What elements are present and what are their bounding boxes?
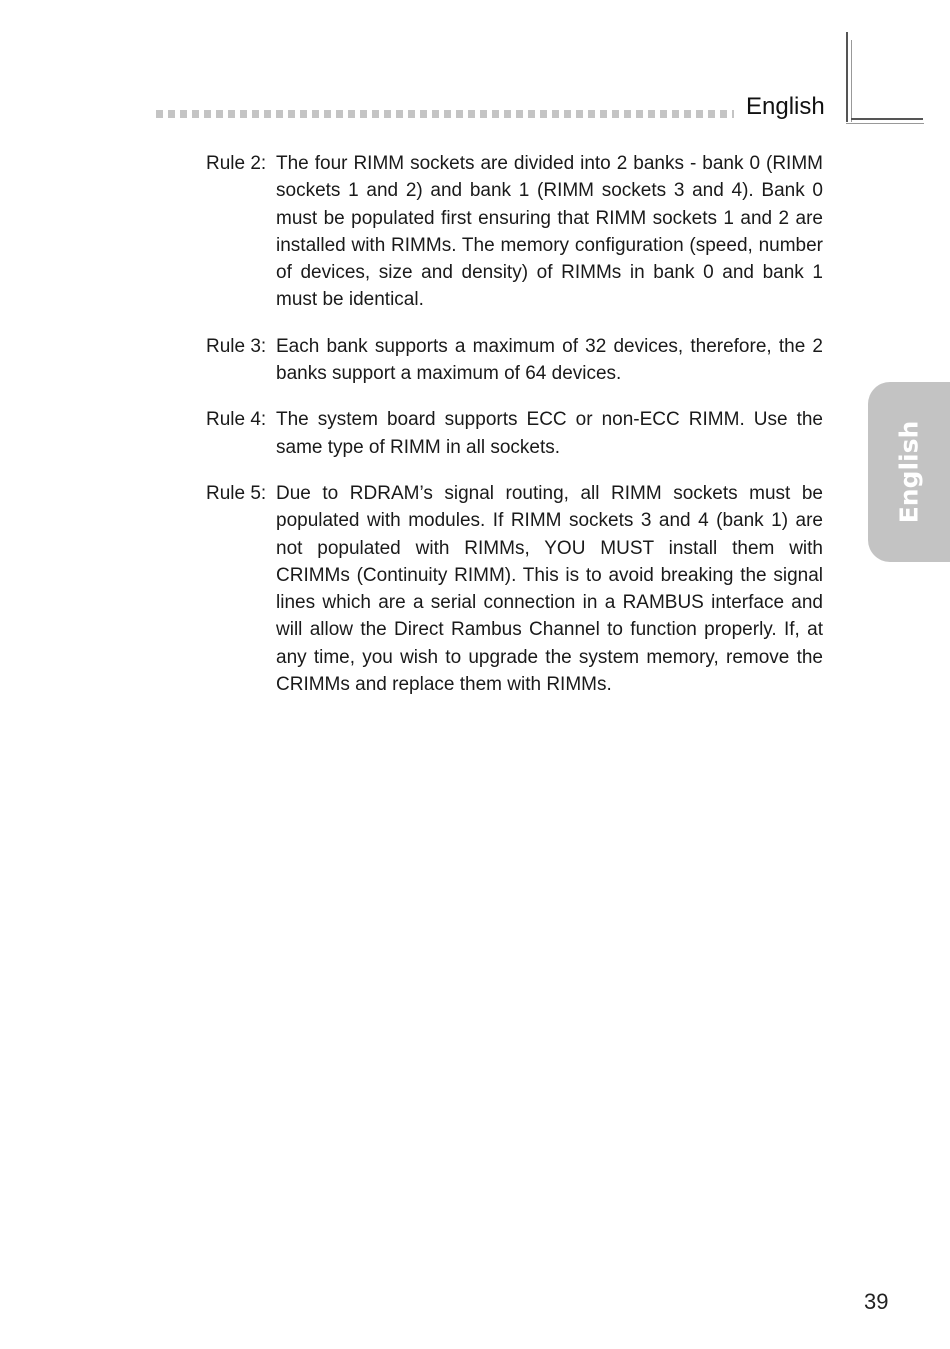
- rule-5: [206, 480, 823, 698]
- header-language-label: English: [746, 93, 825, 120]
- header-dotted-rule: [156, 110, 734, 118]
- rule-text: The system board supports ECC or non-ECC RIMM. Use the same type of RIMM in all sockets.: [276, 409, 823, 458]
- rule-2: [206, 150, 823, 314]
- rule-text: Due to RDRAM’s signal routing, all RIMM sockets must be populated with modules. If RIMM sockets 3 and 4 (bank 1) are not populated with RIMMs, YOU MUST install them with CRIMMs (Continuity RIMM). This is to avoid breaking the signal lines which are a serial connection in a RAMBUS interface and will allow the Direct Rambus Channel to function properly. If, at any time, you wish to upgrade the system memory, remove the CRIMMs and replace them with RIMMs.: [276, 482, 823, 696]
- rule-label: Rule 4:: [206, 409, 267, 431]
- page-number: 39: [864, 1289, 889, 1314]
- rule-text: The four RIMM sockets are divided into 2 banks - bank 0 (RIMM sockets 1 and 2) and bank 1 (RIMM sockets 3 and 4). Bank 0 must be populated first ensuring that RIMM sockets 1 and 2 are installed with RIMMs. The memory configuration (speed, number of devices, size and density) of RIMMs in bank 0 and bank 1 must be identical.: [276, 153, 823, 311]
- rule-label: Rule 2:: [206, 153, 267, 174]
- side-tab-label: English: [894, 420, 924, 524]
- rule-text: Each bank supports a maximum of 32 devices, therefore, the 2 banks support a maximum of 64 devices.: [276, 335, 823, 385]
- rule-3: [206, 333, 823, 388]
- language-side-tab: [868, 382, 950, 562]
- rule-4: [206, 406, 823, 461]
- rule-label: Rule 5:: [206, 482, 267, 504]
- corner-crop-mark: [846, 32, 924, 122]
- memory-rules-list: [206, 150, 823, 717]
- rule-label: Rule 3:: [206, 335, 267, 357]
